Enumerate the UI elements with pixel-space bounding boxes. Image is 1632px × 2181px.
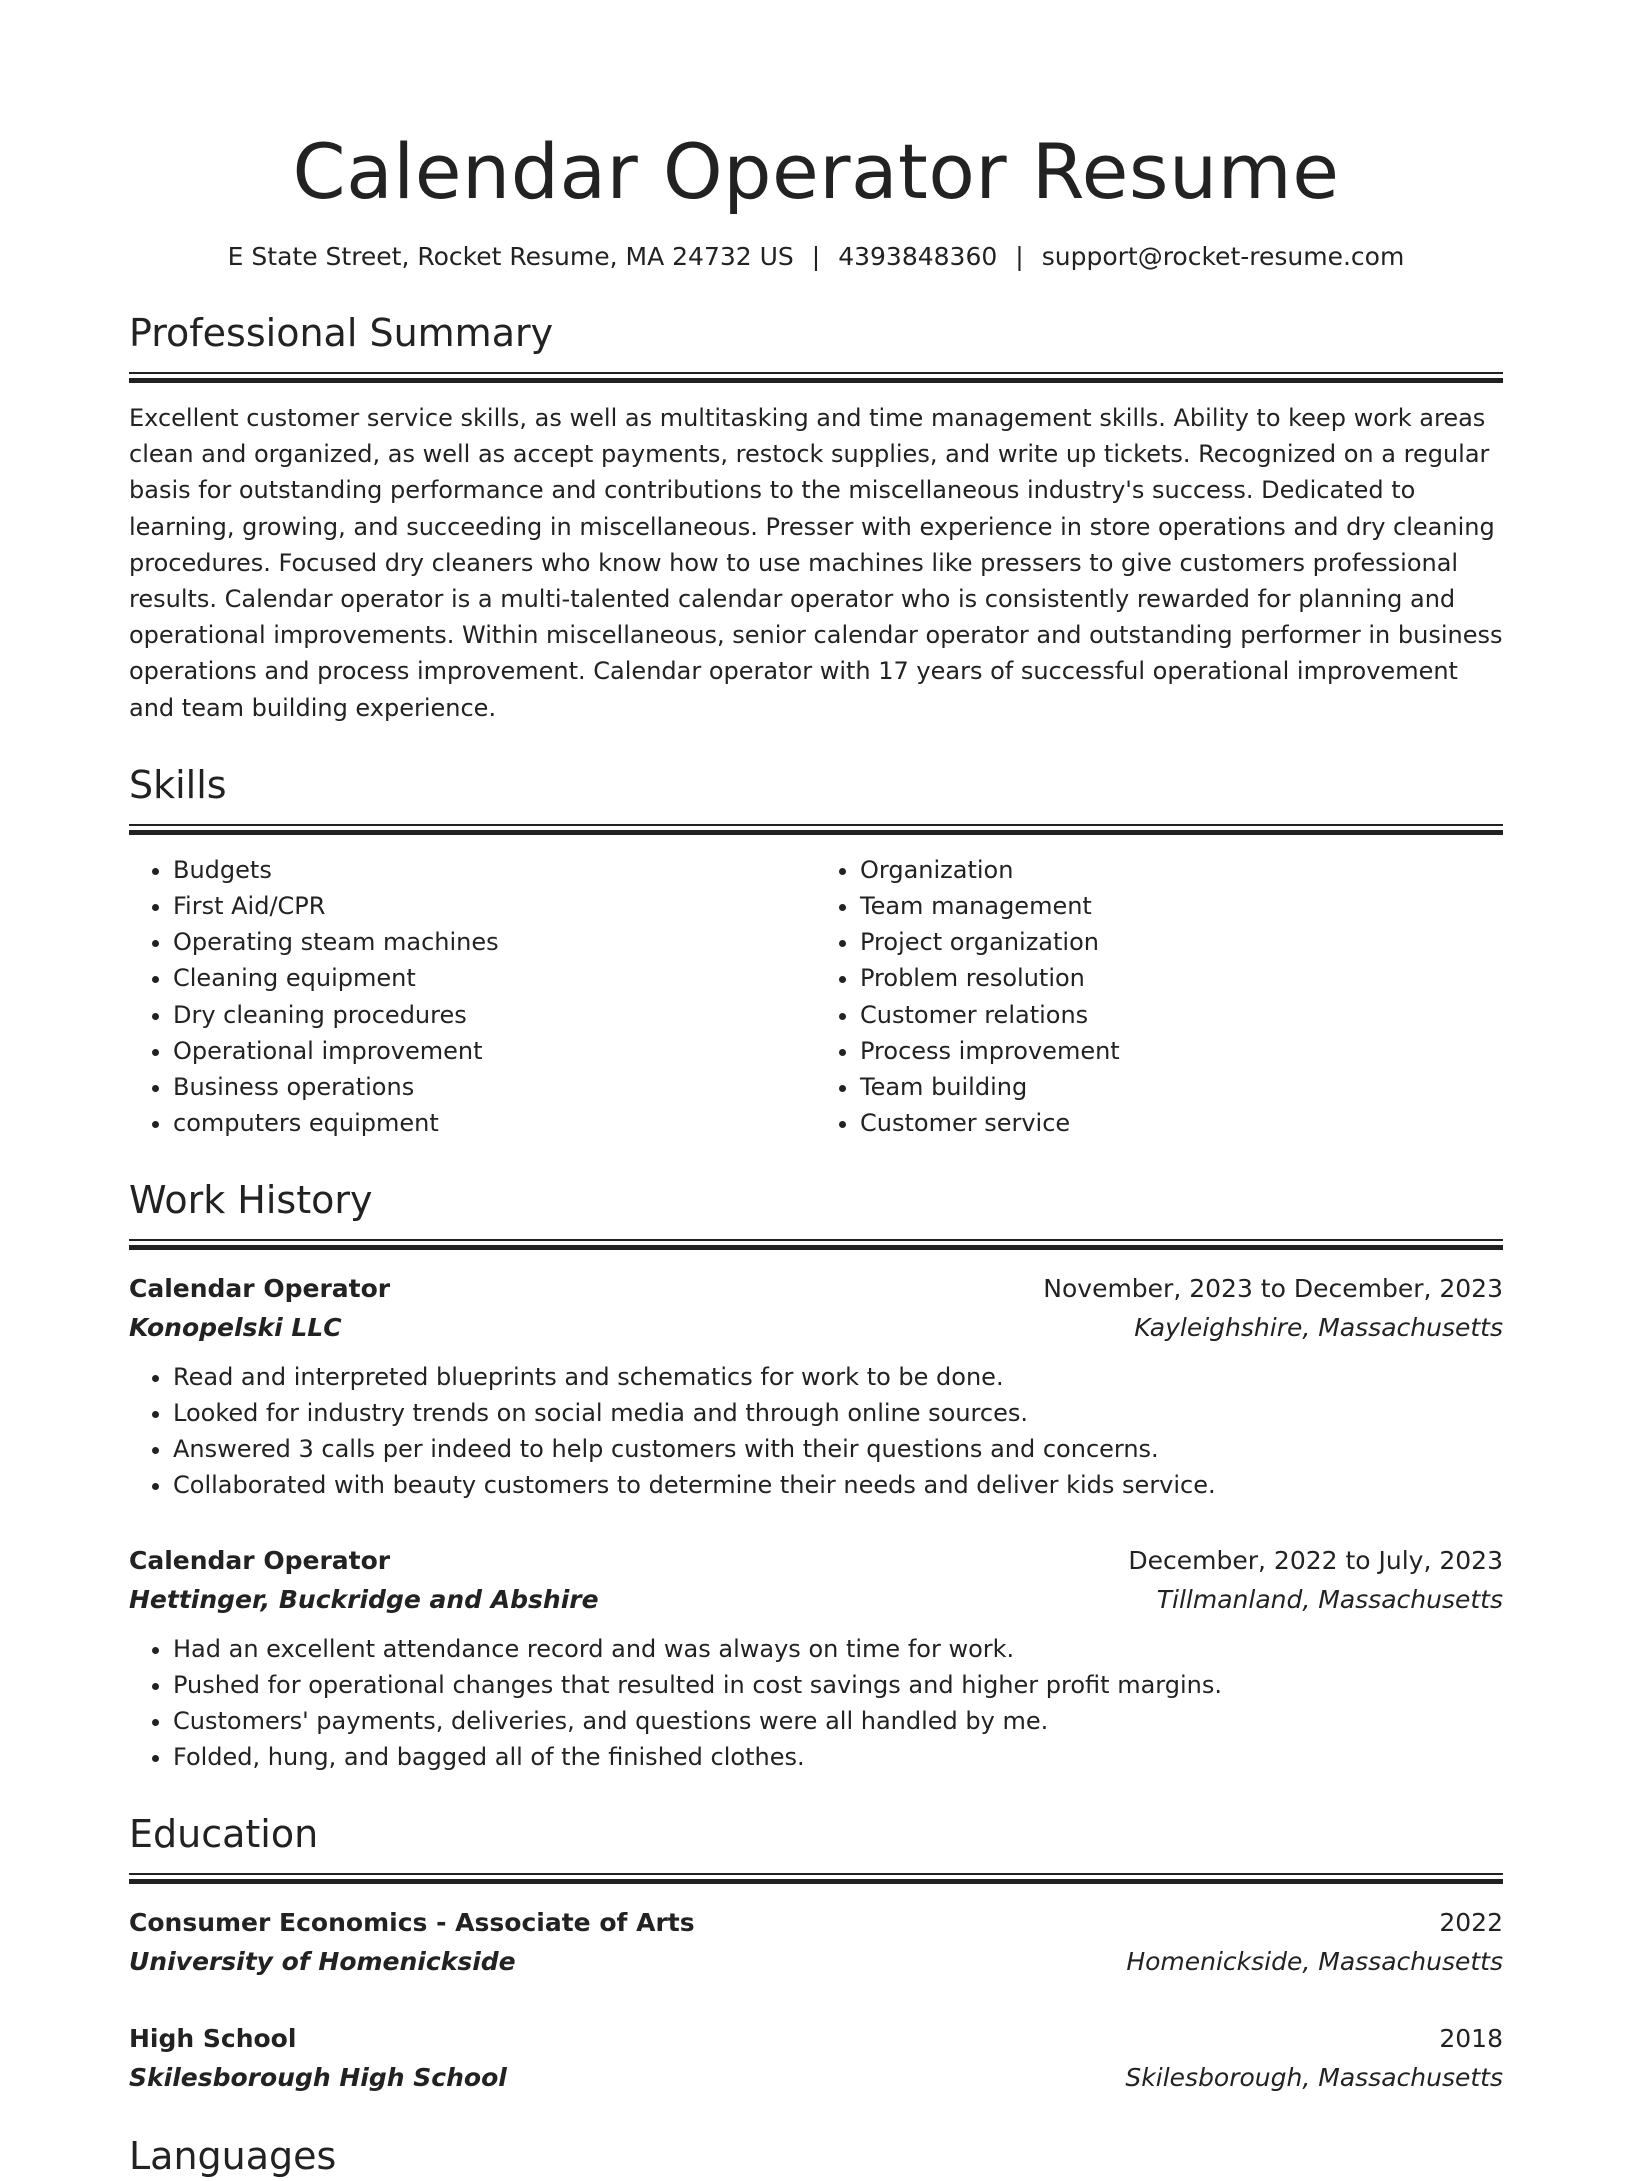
education-year: 2022 <box>1439 1908 1503 1938</box>
job-bullet: • Folded, hung, and bagged all of the finished clothes. <box>173 1739 1503 1775</box>
section-heading-work-history: Work History <box>129 1178 373 1223</box>
education-entry <box>129 1903 1503 1981</box>
education-location: Skilesborough, Massachusetts <box>1125 2063 1503 2093</box>
skills-section <box>129 760 1503 1142</box>
skill-item: • Organization <box>860 852 1503 888</box>
job-title: Calendar Operator <box>129 1274 391 1304</box>
contact-line <box>129 240 1503 274</box>
job-bullet: • Collaborated with beauty customers to determine their needs and deliver kids service. <box>173 1467 1503 1503</box>
skill-item: • Team building <box>860 1069 1503 1105</box>
job-header-row <box>129 1541 1503 1580</box>
skill-item: • Dry cleaning procedures <box>173 997 816 1033</box>
job-dates: November, 2023 to December, 2023 <box>1043 1274 1503 1304</box>
job-bullet: • Looked for industry trends on social media and through online sources. <box>173 1395 1503 1431</box>
skill-item: • Business operations <box>173 1069 816 1105</box>
work-history-section <box>129 1175 1503 1775</box>
education-year: 2018 <box>1439 2024 1503 2054</box>
job-title: Calendar Operator <box>129 1546 391 1576</box>
job-location: Tillmanland, Massachusetts <box>1156 1585 1503 1615</box>
contact-separator: | <box>1015 242 1024 271</box>
job-dates: December, 2022 to July, 2023 <box>1128 1546 1503 1576</box>
summary-text: Excellent customer service skills, as well as multitasking and time management skills. Ability to keep work areas clean and organized, as well as accept payments, restock supplies, and write up tickets. Recognized on a regular basis for outstanding performance and contributions to the miscellaneous industry's success. Dedicated to learning, growing, and succeeding in miscellaneous. Presser with experience in store operations and dry cleaning procedures. Focused dry cleaners who know how to use machines like pressers to give customers professional results. Calendar operator is a multi-talented calendar operator who is consistently rewarded for planning and operational improvements. Within miscellaneous, senior calendar operator and outstanding performer in business operations and process improvement. Calendar operator with 17 years of successful operational improvement and team building experience. <box>129 404 1503 722</box>
resume-title: Calendar Operator Resume <box>292 127 1340 216</box>
skill-item: • Operational improvement <box>173 1033 816 1069</box>
skill-item: • Customer relations <box>860 997 1503 1033</box>
job-bullets <box>129 1631 1503 1775</box>
education-school-row <box>129 1942 1503 1981</box>
languages-section <box>129 2131 1503 2181</box>
skill-item: • Problem resolution <box>860 960 1503 996</box>
skills-list-right <box>816 852 1503 1142</box>
job-bullet: • Read and interpreted blueprints and schematics for work to be done. <box>173 1359 1503 1395</box>
job-entry <box>129 1541 1503 1775</box>
skills-list-left <box>129 852 816 1142</box>
job-bullet: • Pushed for operational changes that resulted in cost savings and higher profit margins. <box>173 1667 1503 1703</box>
education-school-row <box>129 2058 1503 2097</box>
section-heading-languages: Languages <box>129 2134 337 2179</box>
section-divider <box>129 372 1503 382</box>
job-bullet: • Answered 3 calls per indeed to help customers with their questions and concerns. <box>173 1431 1503 1467</box>
job-company-row <box>129 1308 1503 1347</box>
job-company-row <box>129 1580 1503 1619</box>
job-bullets <box>129 1359 1503 1503</box>
skill-item: • Operating steam machines <box>173 924 816 960</box>
skill-item: • Cleaning equipment <box>173 960 816 996</box>
section-heading-education: Education <box>129 1812 319 1857</box>
skill-item: • Project organization <box>860 924 1503 960</box>
job-location: Kayleighshire, Massachusetts <box>1134 1313 1503 1343</box>
education-header-row <box>129 2019 1503 2058</box>
skill-item: • Customer service <box>860 1105 1503 1141</box>
job-company: Hettinger, Buckridge and Abshire <box>129 1585 599 1615</box>
job-entry <box>129 1269 1503 1503</box>
education-degree: Consumer Economics - Associate of Arts <box>129 1908 695 1938</box>
skill-item: • Process improvement <box>860 1033 1503 1069</box>
skill-item: • Budgets <box>173 852 816 888</box>
education-header-row <box>129 1903 1503 1942</box>
contact-separator: | <box>811 242 821 271</box>
summary-section <box>129 308 1503 726</box>
section-divider <box>129 1873 1503 1883</box>
contact-email: support@rocket-resume.com <box>1041 242 1405 271</box>
contact-address: E State Street, Rocket Resume, MA 24732 US <box>227 242 794 271</box>
job-header-row <box>129 1269 1503 1308</box>
skill-item: • Team management <box>860 888 1503 924</box>
section-heading-summary: Professional Summary <box>129 311 554 355</box>
skill-item: • First Aid/CPR <box>173 888 816 924</box>
contact-phone: 4393848360 <box>838 242 998 271</box>
education-degree: High School <box>129 2024 297 2054</box>
job-bullet: • Customers' payments, deliveries, and questions were all handled by me. <box>173 1703 1503 1739</box>
section-heading-skills: Skills <box>129 762 227 807</box>
education-section <box>129 1809 1503 2097</box>
education-school: Skilesborough High School <box>129 2063 507 2093</box>
education-entry <box>129 2019 1503 2097</box>
section-divider <box>129 824 1503 834</box>
skills-columns <box>129 852 1503 1142</box>
education-location: Homenickside, Massachusetts <box>1126 1947 1503 1977</box>
education-school: University of Homenickside <box>129 1947 516 1977</box>
job-bullet: • Had an excellent attendance record and was always on time for work. <box>173 1631 1503 1667</box>
job-company: Konopelski LLC <box>129 1313 342 1343</box>
section-divider <box>129 1239 1503 1249</box>
skill-item: • computers equipment <box>173 1105 816 1141</box>
